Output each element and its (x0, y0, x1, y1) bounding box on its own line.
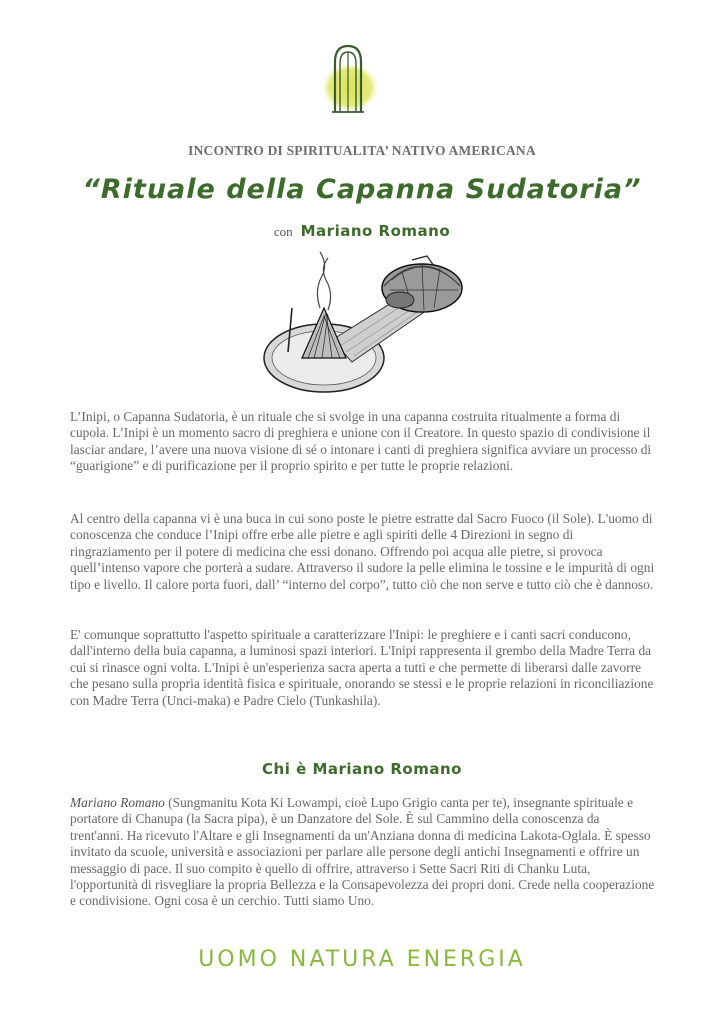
paragraph-inipi-stones (70, 511, 656, 593)
event-supertitle: INCONTRO DI SPIRITUALITA’ NATIVO AMERICANA (188, 143, 536, 158)
paragraph-text (70, 795, 656, 910)
bio-lead-name: Mariano Romano (70, 795, 165, 810)
sweat-lodge-illustration-icon (262, 250, 467, 398)
footer-tagline: UOMO NATURA ENERGIA (198, 947, 526, 972)
byline (0, 222, 724, 241)
paragraph-text: Al centro della capanna vi è una buca in cui sono poste le pietre estratte dal Sacro Fuoco (il Sole). L'uomo di conoscenza che conduce l’Inipi offre erbe alle pietre e agli spiriti delle 4 Direzioni in segno di ringraziamento per il potere di medicina che essi donano. Offrendo poi acqua alle pietre, si provoca quell’intenso vapore che porterà a sudare. Attraverso il sudore la pelle elimina le tossine e le impurità di ogni tipo e livello. Il calore porta fuori, dall’ “interno del corpo”, tutto ciò che non serve e tutto ciò che è dannoso. (70, 511, 655, 592)
bio-text: (Sungmanitu Kota Ki Lowampi, cioè Lupo Grigio canta per te), insegnante spirituale e portatore di Chanupa (la Sacra pipa), è un Danzatore del Sole. È sul Cammino della conoscenza da trent'anni. Ha ricevuto l'Altare e gli Insegnamenti da un'Anziana donna di medicina Lakota-Oglala. È spesso invitato da scuole, università e associazioni per parlare alle persone degli antichi Insegnamenti e offrire un messaggio di pace. Il suo compito è quello di offrire, attraverso i Sette Sacri Riti di Chanku Luta, l'opportunità di risvegliare la propria Bellezza e la Consapevolezza dei propri doni. Crede nella cooperazione e condivisione. Ogni cosa è un cerchio. Tutti siamo Uno. (70, 795, 655, 909)
event-title: “Rituale della Capanna Sudatoria” (82, 174, 642, 205)
paragraph-text: E' comunque soprattutto l'aspetto spirituale a caratterizzare l'Inipi: le preghiere e i canti sacri conducono, dall'interno della buia capanna, a luminosi spazi interiori. L'Inipi rappresenta il grembo della Madre Terra da cui si rinasce ogni volta. L'Inipi è un'esperienza sacra aperta a tutti e che permette di liberarsi dalle zavorre che pesano sulla propria identità fisica e spirituale, onorando se stessi e le proprie relazioni in riconciliazione con Madre Terra (Unci-maka) e Padre Cielo (Tunkashila). (70, 627, 654, 708)
paragraph-inipi-intro (70, 409, 656, 475)
byline-prefix: con (273, 224, 293, 239)
arch-logo-icon (318, 40, 378, 120)
bio-heading: Chi è Mariano Romano (262, 760, 462, 778)
paragraph-inipi-spiritual (70, 627, 656, 709)
byline-name: Mariano Romano (300, 222, 451, 240)
paragraph-text: L’Inipi, o Capanna Sudatoria, è un rituale che si svolge in una capanna costruita ritualmente a forma di cupola. L’Inipi è un momento sacro di preghiera e unione con il Creatore. In questo spazio di condivisione il lasciar andare, l’avere una nuova visione di sé o intonare i canti di preghiera significa avviare un processo di “guarigione” e di purificazione per il proprio spirito e per tutte le proprie relazioni. (70, 409, 652, 474)
paragraph-bio (70, 795, 656, 910)
